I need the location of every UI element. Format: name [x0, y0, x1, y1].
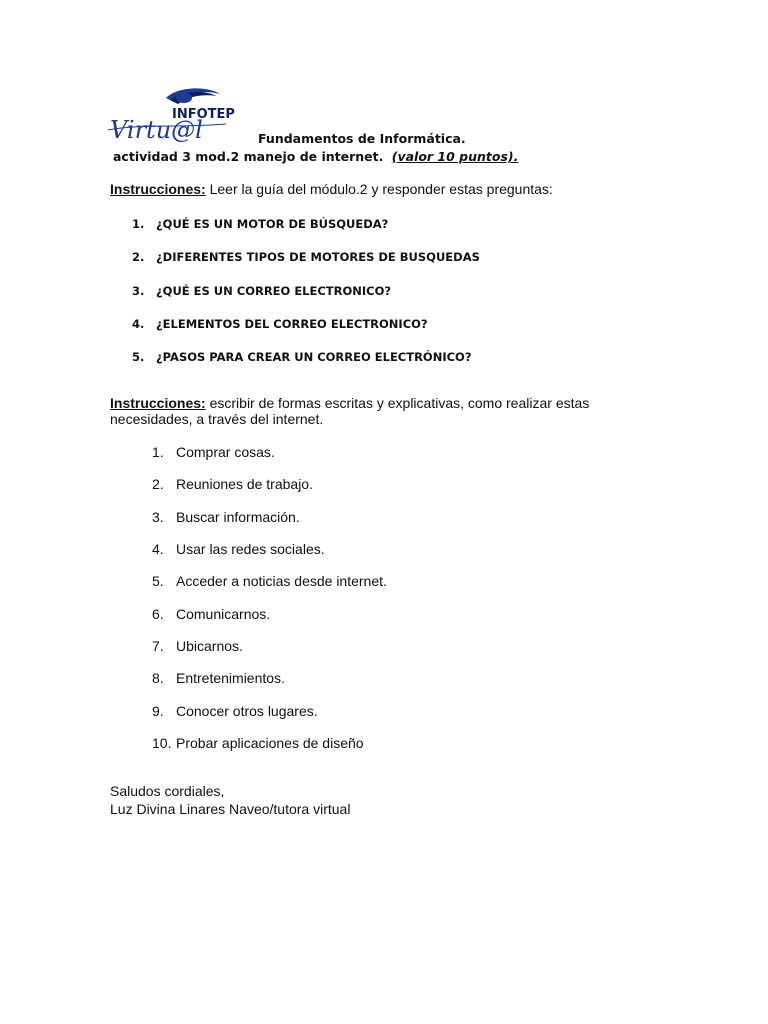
list-item-text: Comunicarnos.: [176, 606, 271, 622]
list-item: [152, 638, 243, 654]
subtitle-value: (valor 10 puntos).: [391, 149, 519, 164]
question-text: ¿ELEMENTOS DEL CORREO ELECTRONICO?: [156, 317, 428, 331]
list-item: [152, 703, 318, 719]
question-text: ¿QUÉ ES UN MOTOR DE BÚSQUEDA?: [156, 217, 389, 231]
instructions-2: [110, 395, 650, 427]
list-item: [152, 573, 387, 589]
list-item: [152, 606, 270, 622]
question-number: 3.: [132, 284, 145, 298]
list-item: [152, 444, 275, 460]
question-number: 5.: [132, 350, 145, 364]
question-item: [132, 217, 388, 231]
question-number: 1.: [132, 217, 145, 231]
question-item: [132, 284, 391, 298]
list-item-number: 10.: [152, 735, 172, 751]
document-subtitle: [113, 149, 518, 164]
list-item-text: Buscar información.: [176, 509, 300, 525]
list-item-text: Probar aplicaciones de diseño: [176, 735, 364, 751]
instructions-1-label: Instrucciones:: [110, 181, 206, 197]
question-item: [132, 350, 472, 364]
list-item-text: Acceder a noticias desde internet.: [176, 573, 387, 589]
list-item-text: Reuniones de trabajo.: [176, 476, 313, 492]
list-item-number: 2.: [152, 476, 164, 492]
list-item-text: Ubicarnos.: [176, 638, 243, 654]
list-item: [152, 509, 300, 525]
instructions-1: [110, 181, 650, 197]
document-title: Fundamentos de Informática.: [258, 131, 466, 146]
list-item-number: 7.: [152, 638, 164, 654]
list-item-number: 3.: [152, 509, 164, 525]
list-item-number: 8.: [152, 670, 164, 686]
list-item-text: Usar las redes sociales.: [176, 541, 325, 557]
question-item: [132, 317, 428, 331]
list-item-number: 6.: [152, 606, 164, 622]
question-number: 2.: [132, 250, 145, 264]
list-item: [152, 735, 364, 751]
question-text: ¿QUÉ ES UN CORREO ELECTRONICO?: [156, 284, 392, 298]
question-text: ¿PASOS PARA CREAR UN CORREO ELECTRÓNICO?: [156, 350, 472, 364]
list-item: [152, 670, 285, 686]
infotep-virtual-logo: [108, 84, 235, 146]
closing-greeting: Saludos cordiales,: [110, 783, 225, 799]
list-item-text: Comprar cosas.: [176, 444, 275, 460]
question-item: [132, 250, 480, 264]
question-text: ¿DIFERENTES TIPOS DE MOTORES DE BUSQUEDAS: [156, 250, 480, 264]
logo-text-bottom: Virtu@l: [110, 116, 203, 144]
instructions-2-label: Instrucciones:: [110, 395, 206, 411]
instructions-1-text: Leer la guía del módulo.2 y responder estas preguntas:: [205, 181, 553, 197]
logo-text-top: INFOTEP: [172, 107, 235, 122]
list-item-number: 5.: [152, 573, 164, 589]
question-number: 4.: [132, 317, 145, 331]
list-item: [152, 541, 325, 557]
list-item: [152, 476, 313, 492]
list-item-number: 9.: [152, 703, 164, 719]
subtitle-text: actividad 3 mod.2 manejo de internet.: [113, 149, 384, 164]
instructions-2-text: escribir de formas escritas y explicativas, como realizar estas necesidades, a través del internet.: [110, 395, 590, 427]
list-item-text: Conocer otros lugares.: [176, 703, 318, 719]
list-item-text: Entretenimientos.: [176, 670, 285, 686]
list-item-number: 1.: [152, 444, 164, 460]
closing-signature: Luz Divina Linares Naveo/tutora virtual: [110, 801, 351, 817]
list-item-number: 4.: [152, 541, 164, 557]
